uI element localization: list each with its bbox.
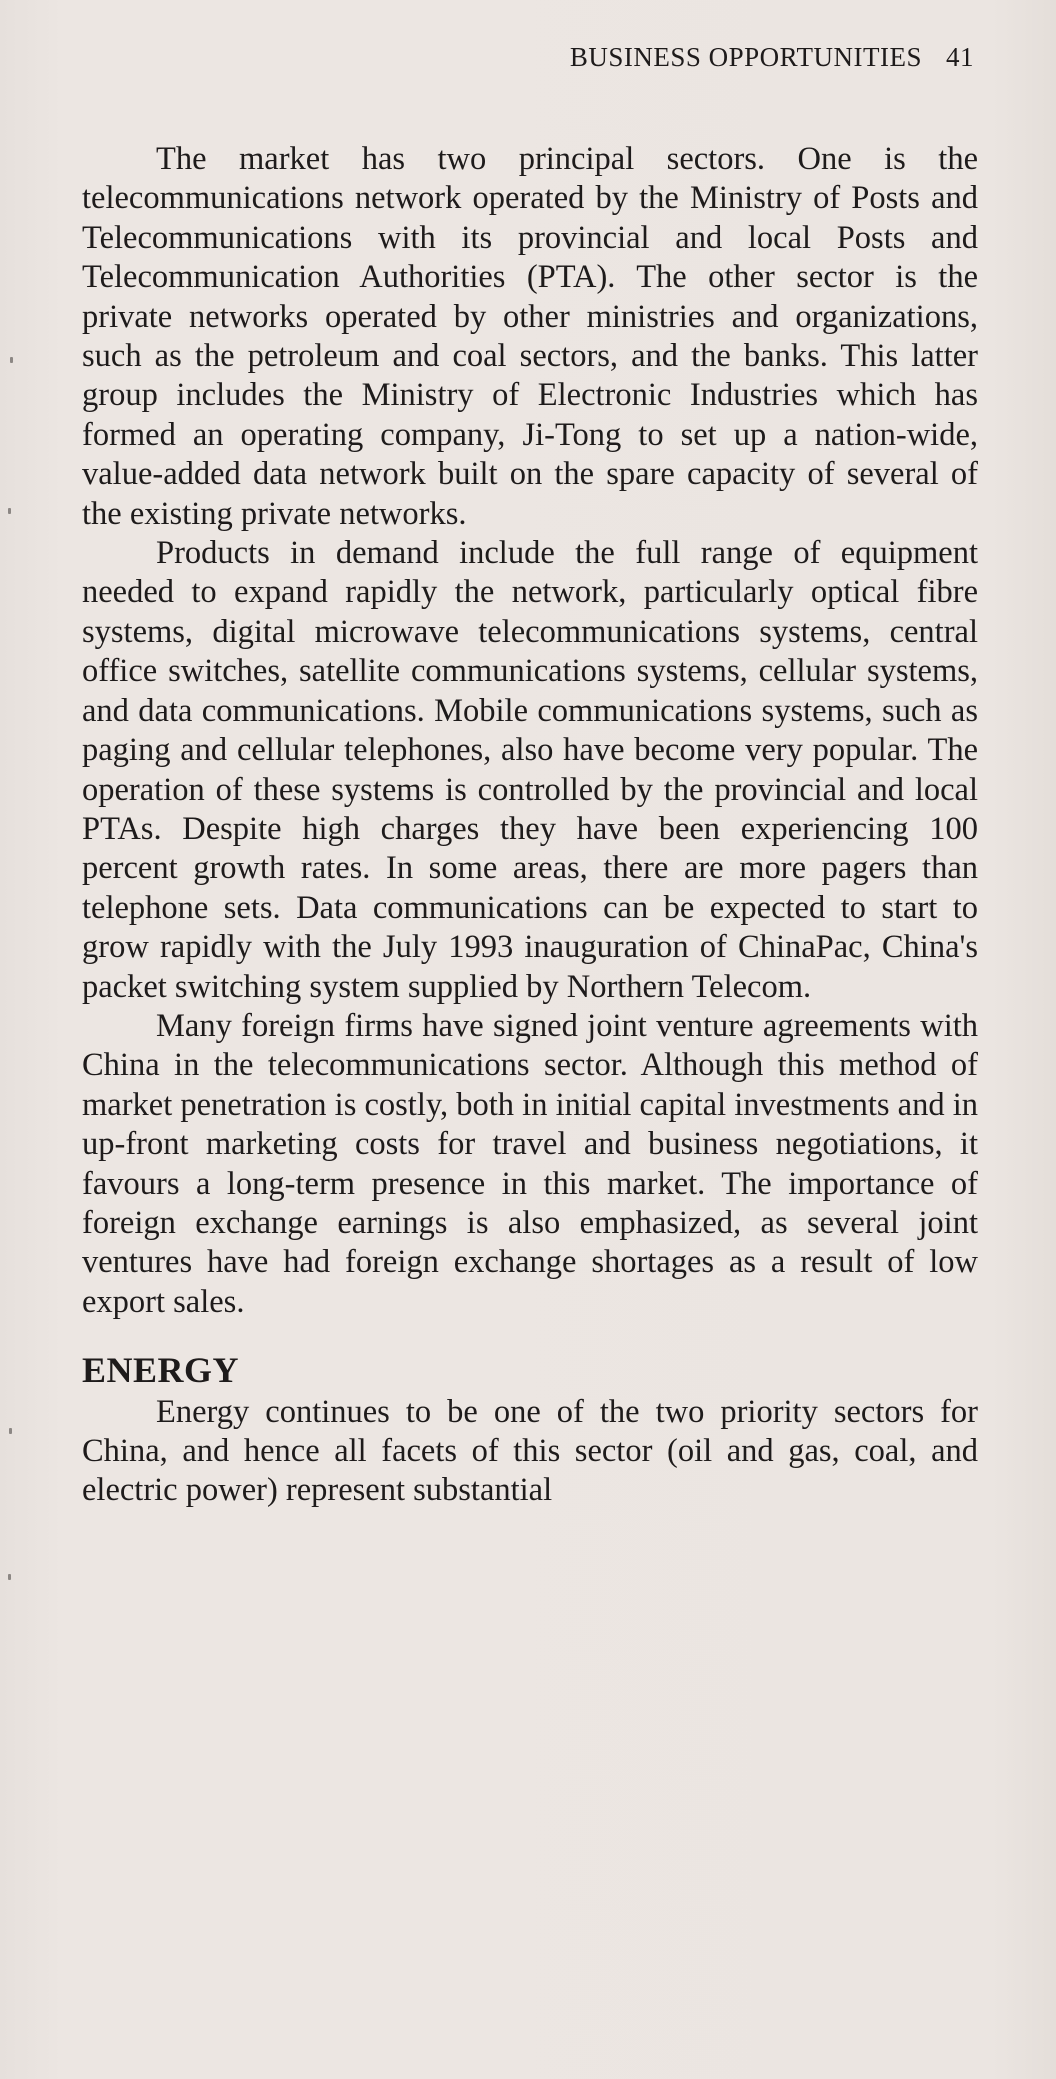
paragraph-energy: Energy continues to be one of the two priority sectors for China, and hence all facets of this sector (oil and gas, coal, and electric power) represent substantial — [82, 1393, 978, 1509]
paper-speck — [9, 1428, 12, 1434]
paper-speck — [8, 508, 11, 514]
running-title: BUSINESS OPPORTUNITIES — [569, 42, 922, 72]
page-number: 41 — [946, 42, 974, 72]
paragraph-joint-ventures: Many foreign firms have signed joint venture agreements with China in the telecommunications sector. Although this method of market penetration is costly, both in initial capital investments and in up-front marketing costs for travel and business negotiations, it favours a long-term presence in this market. The importance of foreign exchange earnings is also emphasized, as several joint ventures have had foreign exchange shortages as a result of low export sales. — [82, 1007, 978, 1320]
paragraph-market-sectors: The market has two principal sectors. One is the telecommunications network operated by the Ministry of Posts and Telecommunications with its provincial and local Posts and Telecommunication Authorities (PTA). The other sector is the private networks operated by other ministries and organizations, such as the petroleum and coal sectors, and the banks. This latter group includes the Ministry of Electronic Industries which has formed an operating company, Ji-Tong to set up a nation-wide, value-added data network built on the spare capacity of several of the existing private networks. — [82, 141, 978, 532]
paper-speck — [8, 1574, 11, 1580]
running-head — [570, 42, 974, 73]
body-text — [82, 140, 978, 1511]
paragraph-products-in-demand: Products in demand include the full range of equipment needed to expand rapidly the network, particularly optical fibre systems, digital microwave telecommunications systems, central office switches, satellite communications systems, cellular systems, and data communications. Mobile communications systems, such as paging and cellular telephones, also have become very popular. The operation of these systems is controlled by the provincial and local PTAs. Despite high charges they have been experiencing 100 percent growth rates. In some areas, there are more pagers than telephone sets. Data communications can be expected to start to grow rapidly with the July 1993 inauguration of ChinaPac, China's packet switching system supplied by Northern Telecom. — [82, 535, 978, 1005]
paper-speck — [10, 357, 13, 363]
section-title-energy: ENERGY — [82, 1350, 240, 1391]
